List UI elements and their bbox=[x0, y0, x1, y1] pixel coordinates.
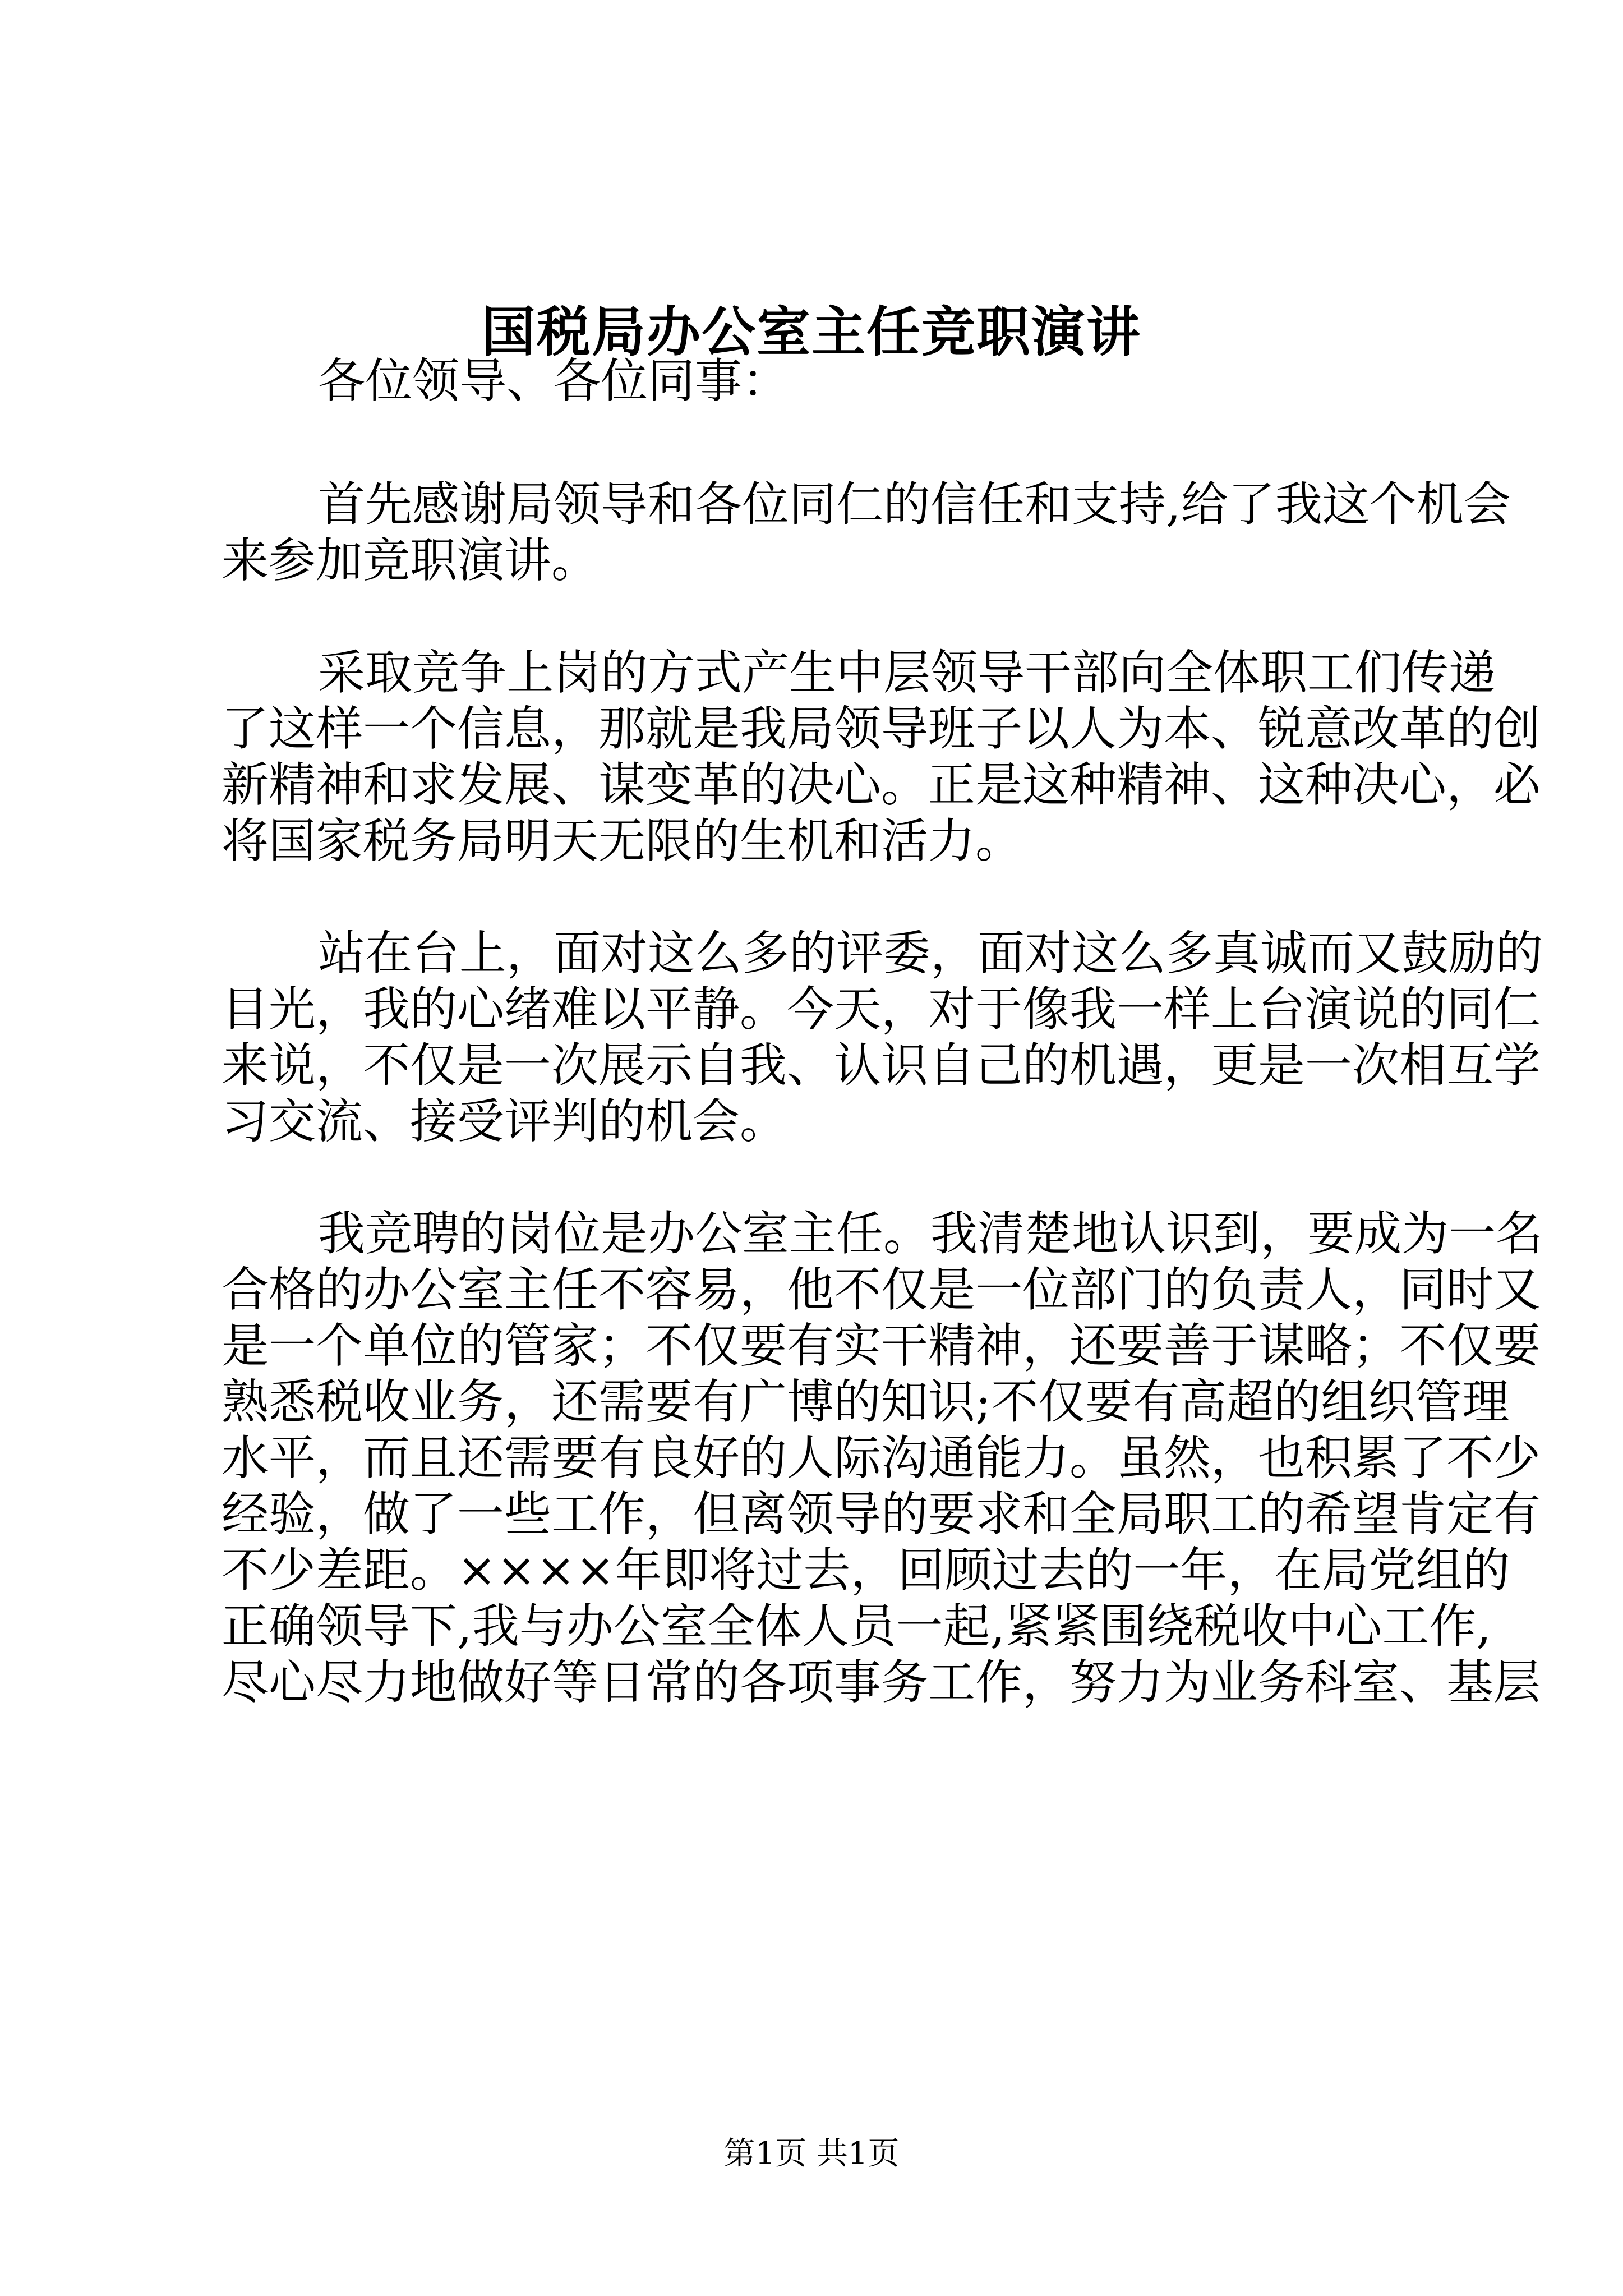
body-paragraph bbox=[222, 1205, 1543, 1710]
paragraph-line: 习交流、接受评判的机会。 bbox=[222, 1094, 787, 1149]
paragraph-line: 经验，做了一些工作，但离领导的要求和全局职工的希望肯定有 bbox=[222, 1487, 1541, 1542]
greeting-paragraph bbox=[222, 353, 1431, 409]
paragraph-line: 尽心尽力地做好等日常的各项事务工作，努力为业务科室、基层 bbox=[222, 1655, 1541, 1710]
paragraph-line: 站在台上，面对这么多的评委，面对这么多真诚而又鼓励的 bbox=[318, 926, 1543, 981]
paragraph-line: 水平，而且还需要有良好的人际沟通能力。虽然，也积累了不少 bbox=[222, 1430, 1541, 1485]
body-paragraph bbox=[222, 476, 1511, 588]
paragraph-line: 熟悉税收业务，还需要有广博的知识;不仅要有高超的组织管理 bbox=[222, 1374, 1510, 1429]
greeting-line: 各位领导、各位同事： bbox=[318, 353, 790, 408]
page-indicator: 第1页 共1页 bbox=[723, 2136, 900, 2172]
paragraph-line: 我竞聘的岗位是办公室主任。我清楚地认识到，要成为一名 bbox=[318, 1206, 1543, 1261]
paragraph-line: 合格的办公室主任不容易，他不仅是一位部门的负责人，同时又 bbox=[222, 1262, 1541, 1317]
paragraph-line: 将国家税务局明天无限的生机和活力。 bbox=[222, 813, 1023, 868]
body-paragraph bbox=[222, 925, 1543, 1149]
paragraph-line: 了这样一个信息，那就是我局领导班子以人为本、锐意改革的创 bbox=[222, 701, 1541, 756]
paragraph-line: 正确领导下,我与办公室全体人员一起,紧紧围绕税收中心工作, bbox=[222, 1599, 1492, 1654]
paragraph-line: 新精神和求发展、谋变革的决心。正是这种精神、这种决心，必 bbox=[222, 757, 1541, 812]
paragraph-line: 采取竞争上岗的方式产生中层领导干部向全体职工们传递 bbox=[318, 645, 1496, 700]
paragraph-line: 来说，不仅是一次展示自我、认识自己的机遇，更是一次相互学 bbox=[222, 1038, 1541, 1093]
body-paragraph bbox=[222, 645, 1541, 869]
document-title: 国税局办公室主任竞职演讲 bbox=[482, 300, 1141, 364]
document-body bbox=[222, 353, 1543, 1766]
paragraph-line: 不少差距。××××年即将过去，回顾过去的一年，在局党组的 bbox=[222, 1543, 1510, 1598]
paragraph-line: 来参加竞职演讲。 bbox=[222, 533, 599, 588]
paragraph-line: 是一个单位的管家；不仅要有实干精神，还要善于谋略；不仅要 bbox=[222, 1318, 1541, 1373]
paragraph-line: 首先感谢局领导和各位同仁的信任和支持,给了我这个机会 bbox=[318, 477, 1511, 532]
paragraph-line: 目光，我的心绪难以平静。今天，对于像我一样上台演说的同仁 bbox=[222, 982, 1541, 1037]
